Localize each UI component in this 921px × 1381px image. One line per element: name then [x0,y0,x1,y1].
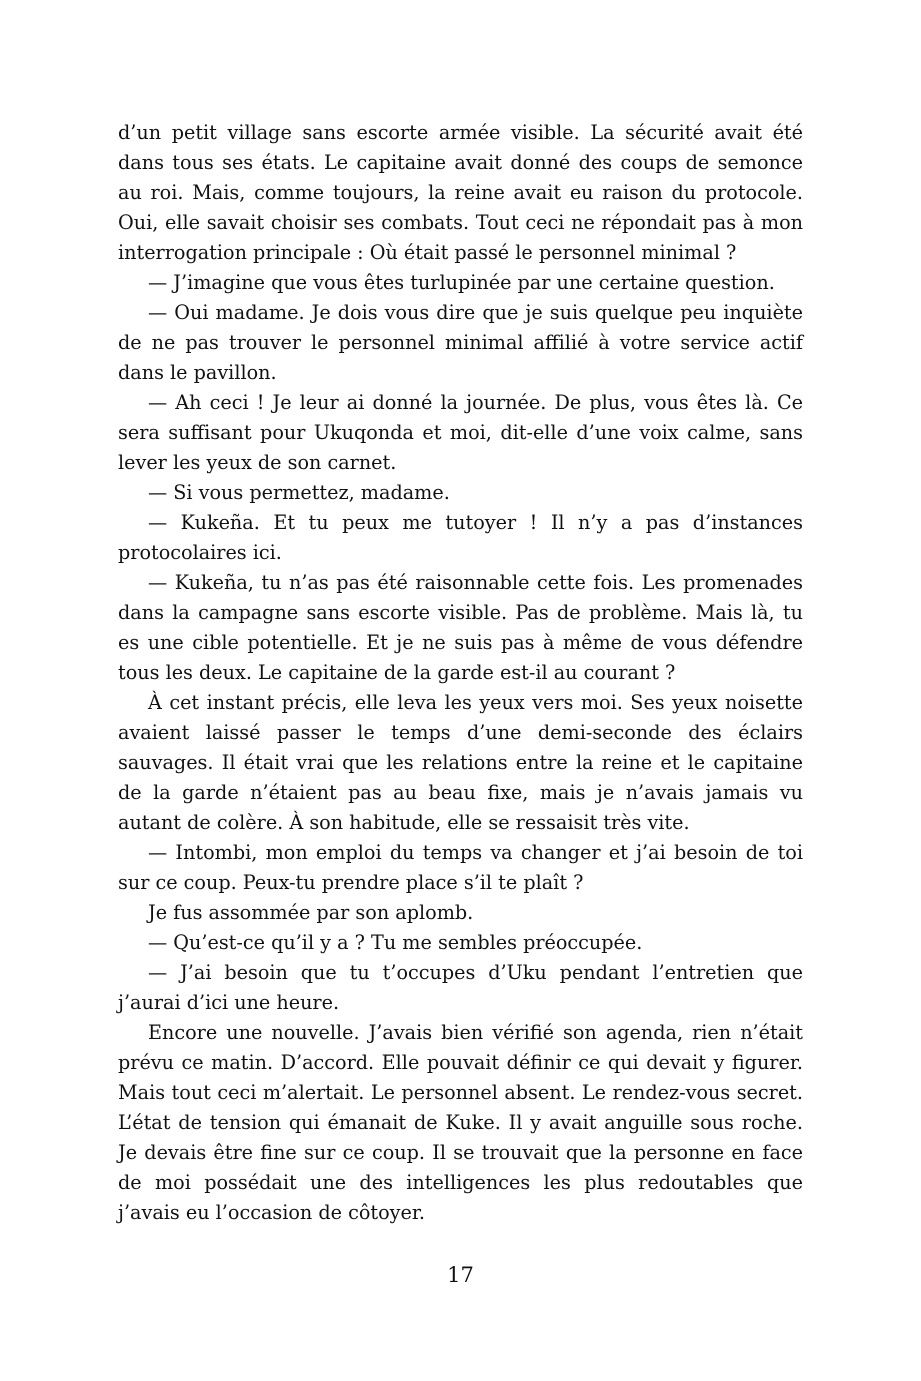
paragraph: — Oui madame. Je dois vous dire que je suis quelque peu inquiète de ne pas trouver le personnel minimal affilié à votre service actif dans le pavillon. [118,301,803,384]
paragraph: — Kukeña, tu n’as pas été raisonnable cette fois. Les promenades dans la campagne sans escorte visible. Pas de problème. Mais là, tu es une cible potentielle. Et je ne suis pas à même de vous défendre tous les deux. Le capitaine de la garde est-il au courant ? [118,571,803,684]
paragraph: — Si vous permettez, madame. [148,481,450,504]
page-number: 17 [447,1263,474,1287]
paragraph: Je fus assommée par son aplomb. [148,901,474,924]
paragraph: — J’ai besoin que tu t’occupes d’Uku pendant l’entretien que j’aurai d’ici une heure. [118,961,803,1014]
paragraph: — Intombi, mon emploi du temps va changer et j’ai besoin de toi sur ce coup. Peux-tu prendre place s’il te plaît ? [118,841,803,894]
paragraph: — Kukeña. Et tu peux me tutoyer ! Il n’y a pas d’instances protocolaires ici. [118,511,803,564]
paragraph: À cet instant précis, elle leva les yeux vers moi. Ses yeux noisette avaient laissé passer le temps d’une demi-seconde des éclairs sauvages. Il était vrai que les relations entre la reine et le capitaine de la garde n’étaient pas au beau fixe, mais je n’avais jamais vu autant de colère. À son habitude, elle se ressaisit très vite. [118,691,803,834]
paragraph: — J’imagine que vous êtes turlupinée par une certaine question. [148,271,775,294]
paragraph: Encore une nouvelle. J’avais bien vérifié son agenda, rien n’était prévu ce matin. D’accord. Elle pouvait définir ce qui devait y figurer. Mais tout ceci m’alertait. Le personnel absent. Le rendez-vous secret. L’état de tension qui émanait de Kuke. Il y avait anguille sous roche. Je devais être fine sur ce coup. Il se trouvait que la personne en face de moi possédait une des intelligences les plus redoutables que j’avais eu l’occasion de côtoyer. [118,1021,803,1224]
paragraph: d’un petit village sans escorte armée visible. La sécurité avait été dans tous ses états. Le capitaine avait donné des coups de semonce au roi. Mais, comme toujours, la reine avait eu raison du protocole. Oui, elle savait choisir ses combats. Tout ceci ne répondait pas à mon interrogation principale : Où était passé le personnel minimal ? [118,121,803,264]
paragraph: — Qu’est-ce qu’il y a ? Tu me sembles préoccupée. [148,931,643,954]
page-body [118,118,803,1228]
paragraph: — Ah ceci ! Je leur ai donné la journée. De plus, vous êtes là. Ce sera suffisant pour Ukuqonda et moi, dit-elle d’une voix calme, sans lever les yeux de son carnet. [118,391,803,474]
